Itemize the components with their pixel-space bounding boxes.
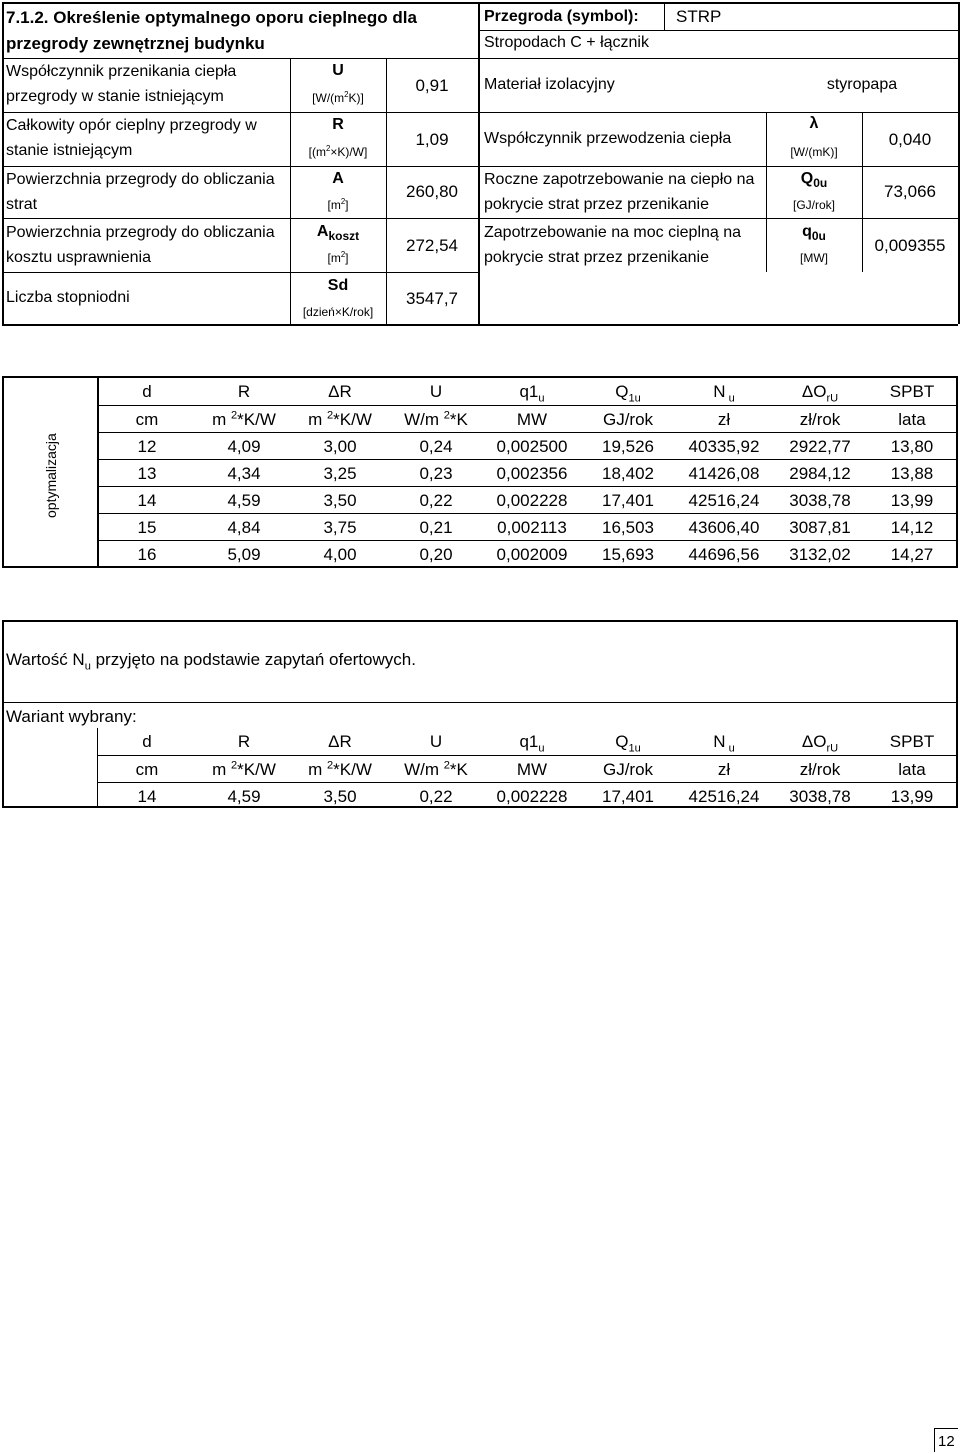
table-cell: 14 <box>137 787 157 806</box>
partition-symbol: STRP <box>676 7 722 26</box>
table-cell: 13 <box>137 464 157 483</box>
table-cell: 2984,12 <box>789 464 851 483</box>
param-symbol: $A_{koszt}$ <box>316 223 360 244</box>
param-label: Liczba stopniodni <box>6 289 130 306</box>
right-unit: [MW] <box>800 251 828 265</box>
chosen-header-cell: U <box>429 732 443 751</box>
param-label: Współczynnik przenikania ciepła <box>6 63 237 80</box>
chosen-header-row <box>98 728 956 756</box>
table-cell: 13,99 <box>890 787 934 806</box>
opt-header-cell: SPBT <box>889 382 935 401</box>
table-cell: 19,526 <box>602 437 654 456</box>
opt-unit-cell: m $^2$*K/W <box>308 409 372 429</box>
chosen-header-cell: $\Delta O_{rU}$ <box>801 732 839 755</box>
right-label: pokrycie strat przez przenikanie <box>484 196 709 213</box>
opt-header-cell: $\Delta O_{rU}$ <box>801 382 839 405</box>
param-label: przegrody w stanie istniejącym <box>6 88 224 105</box>
opt-unit-cell: lata <box>898 410 926 429</box>
right-label: Materiał izolacyjny <box>484 76 615 93</box>
opt-unit-cell: cm <box>135 410 159 429</box>
table-cell: 42516,24 <box>688 787 760 806</box>
table-row <box>98 433 956 460</box>
param-symbol: Sd <box>327 277 349 294</box>
chosen-unit-cell: MW <box>516 760 548 779</box>
table-cell: 0,002228 <box>496 787 568 806</box>
table-cell: 15 <box>137 518 157 537</box>
chosen-units-row <box>98 756 956 784</box>
right-label: Zapotrzebowanie na moc cieplną na <box>484 224 742 241</box>
opt-unit-cell: W/m $^2$*K <box>404 409 468 429</box>
chosen-header-cell: d <box>142 732 152 751</box>
table-cell: 0,002113 <box>497 518 567 537</box>
table-cell: 17,401 <box>602 787 654 806</box>
opt-header-cell: d <box>142 382 152 401</box>
page-title-line1: 7.1.2. Określenie optymalnego oporu cieplnego dla <box>6 8 417 27</box>
right-unit: [GJ/rok] <box>792 198 835 212</box>
table-cell: 4,59 <box>227 787 261 806</box>
chosen-header-cell: $Q_{1u}$ <box>615 732 641 755</box>
opt-header-cell: R <box>237 382 251 401</box>
table-row <box>98 514 956 541</box>
page-number: 12 <box>938 1433 955 1450</box>
table-cell: 4,59 <box>227 491 261 510</box>
table-cell: 16 <box>137 545 157 564</box>
table-cell: 4,09 <box>227 437 261 456</box>
table-cell: 3,75 <box>323 518 357 537</box>
table-cell: 3,50 <box>323 491 357 510</box>
table-cell: 41426,08 <box>688 464 760 483</box>
table-cell: 12 <box>137 437 157 456</box>
opt-units-row <box>98 406 956 434</box>
page-title-line2: przegrody zewnętrznej budynku <box>6 34 265 53</box>
table-cell: 15,693 <box>602 545 654 564</box>
right-value: 0,009355 <box>874 236 946 255</box>
param-label: Całkowity opór cieplny przegrody w <box>6 117 257 134</box>
param-value: 1,09 <box>415 130 449 149</box>
opt-header-cell: U <box>429 382 443 401</box>
table-cell: 13,88 <box>890 464 934 483</box>
table-row <box>98 541 956 568</box>
table-cell: 3038,78 <box>789 491 851 510</box>
param-label: Powierzchnia przegrody do obliczania <box>6 224 275 241</box>
param-symbol: U <box>332 62 344 79</box>
chosen-unit-cell: GJ/rok <box>602 760 654 779</box>
note-text: Wartość $N_u$ przyjęto na podstawie zapytań ofertowych. <box>6 650 416 673</box>
right-symbol: $Q_{0u}$ <box>800 170 828 191</box>
opt-unit-cell: zł/rok <box>799 410 841 429</box>
right-value: 0,040 <box>888 130 932 149</box>
chosen-header-cell: $q1_u$ <box>519 732 545 755</box>
opt-header-row <box>98 378 956 406</box>
partition-label: Przegroda (symbol): <box>484 8 639 25</box>
optimization-side-label: optymalizacja <box>43 433 59 518</box>
table-cell: 3,00 <box>323 437 357 456</box>
table-cell: 3087,81 <box>789 518 851 537</box>
table-cell: 4,84 <box>227 518 261 537</box>
table-cell: 17,401 <box>602 491 654 510</box>
opt-unit-cell: GJ/rok <box>602 410 654 429</box>
param-value: 260,80 <box>406 182 458 201</box>
param-symbol: R <box>332 116 344 133</box>
table-cell: 44696,56 <box>688 545 760 564</box>
chosen-table <box>98 728 956 810</box>
table-cell: 4,34 <box>227 464 261 483</box>
table-cell: 16,503 <box>602 518 654 537</box>
chosen-unit-cell: zł/rok <box>799 760 841 779</box>
table-row <box>98 487 956 514</box>
table-cell: 0,002500 <box>496 437 568 456</box>
right-unit: [W/(mK)] <box>790 145 838 159</box>
table-cell: 14 <box>137 491 157 510</box>
chosen-unit-cell: m $^2$*K/W <box>308 759 372 779</box>
table-cell: 18,402 <box>602 464 654 483</box>
param-label: Powierzchnia przegrody do obliczania <box>6 171 275 188</box>
table-cell: 3,50 <box>323 787 357 806</box>
param-value: 272,54 <box>406 236 458 255</box>
param-label: kosztu usprawnienia <box>6 249 151 266</box>
right-label: pokrycie strat przez przenikanie <box>484 249 709 266</box>
table-cell: 43606,40 <box>688 518 760 537</box>
table-cell: 0,22 <box>419 787 453 806</box>
param-label: strat <box>6 196 38 213</box>
chosen-unit-cell: m $^2$*K/W <box>212 759 276 779</box>
partition-description: Stropodach C + łącznik <box>484 34 649 51</box>
right-label: Współczynnik przewodzenia ciepła <box>484 130 732 147</box>
table-cell: 5,09 <box>227 545 261 564</box>
table-cell: 13,80 <box>890 437 934 456</box>
table-cell: 3132,02 <box>789 545 851 564</box>
table-cell: 40335,92 <box>688 437 760 456</box>
chosen-unit-cell: zł <box>717 760 731 779</box>
right-symbol: $q_{0u}$ <box>802 223 826 244</box>
opt-unit-cell: zł <box>717 410 731 429</box>
table-cell: 2922,77 <box>789 437 851 456</box>
opt-unit-cell: MW <box>516 410 548 429</box>
table-cell: 0,21 <box>419 518 453 537</box>
table-cell: 0,23 <box>419 464 453 483</box>
opt-header-cell: $q1_u$ <box>519 382 545 405</box>
param-unit: $[(m^2\times K)/W]$ <box>308 144 368 159</box>
right-value: 73,066 <box>884 182 936 201</box>
opt-header-cell: N $_u$ <box>713 382 735 405</box>
chosen-label: Wariant wybrany: <box>6 707 137 726</box>
table-cell: 4,00 <box>323 545 357 564</box>
opt-header-cell: $Q_{1u}$ <box>615 382 641 405</box>
table-cell: 42516,24 <box>688 491 760 510</box>
table-cell: 0,22 <box>419 491 453 510</box>
chosen-header-cell: N $_u$ <box>713 732 735 755</box>
table-cell: 14,12 <box>890 518 934 537</box>
right-symbol: λ <box>809 115 819 132</box>
param-unit: $[W/(m^2K)]$ <box>312 90 364 105</box>
right-label: Roczne zapotrzebowanie na ciepło na <box>484 171 755 188</box>
table-cell: 0,20 <box>419 545 453 564</box>
table-cell: 14,27 <box>890 545 934 564</box>
table-cell: 0,002228 <box>496 491 568 510</box>
param-value: 3547,7 <box>406 289 458 308</box>
table-row <box>98 783 956 810</box>
opt-unit-cell: m $^2$*K/W <box>212 409 276 429</box>
chosen-unit-cell: W/m $^2$*K <box>404 759 468 779</box>
chosen-header-cell: SPBT <box>889 732 935 751</box>
chosen-unit-cell: lata <box>898 760 926 779</box>
table-cell: 0,24 <box>419 437 453 456</box>
chosen-unit-cell: cm <box>135 760 159 779</box>
table-row <box>98 460 956 487</box>
param-unit: $[m^2]$ <box>327 250 349 265</box>
chosen-header-cell: R <box>237 732 251 751</box>
table-cell: 13,99 <box>890 491 934 510</box>
param-unit: [dzień×K/rok] <box>302 305 374 319</box>
param-unit: $[m^2]$ <box>327 197 349 212</box>
param-value: 0,91 <box>415 76 449 95</box>
param-label: stanie istniejącym <box>6 142 133 159</box>
table-cell: 3038,78 <box>789 787 851 806</box>
table-cell: 0,002009 <box>496 545 568 564</box>
param-symbol: A <box>332 170 344 187</box>
opt-header-cell: ΔR <box>328 382 352 401</box>
table-cell: 0,002356 <box>496 464 568 483</box>
chosen-header-cell: ΔR <box>328 732 352 751</box>
right-value: styropapa <box>826 76 898 93</box>
table-cell: 3,25 <box>323 464 357 483</box>
